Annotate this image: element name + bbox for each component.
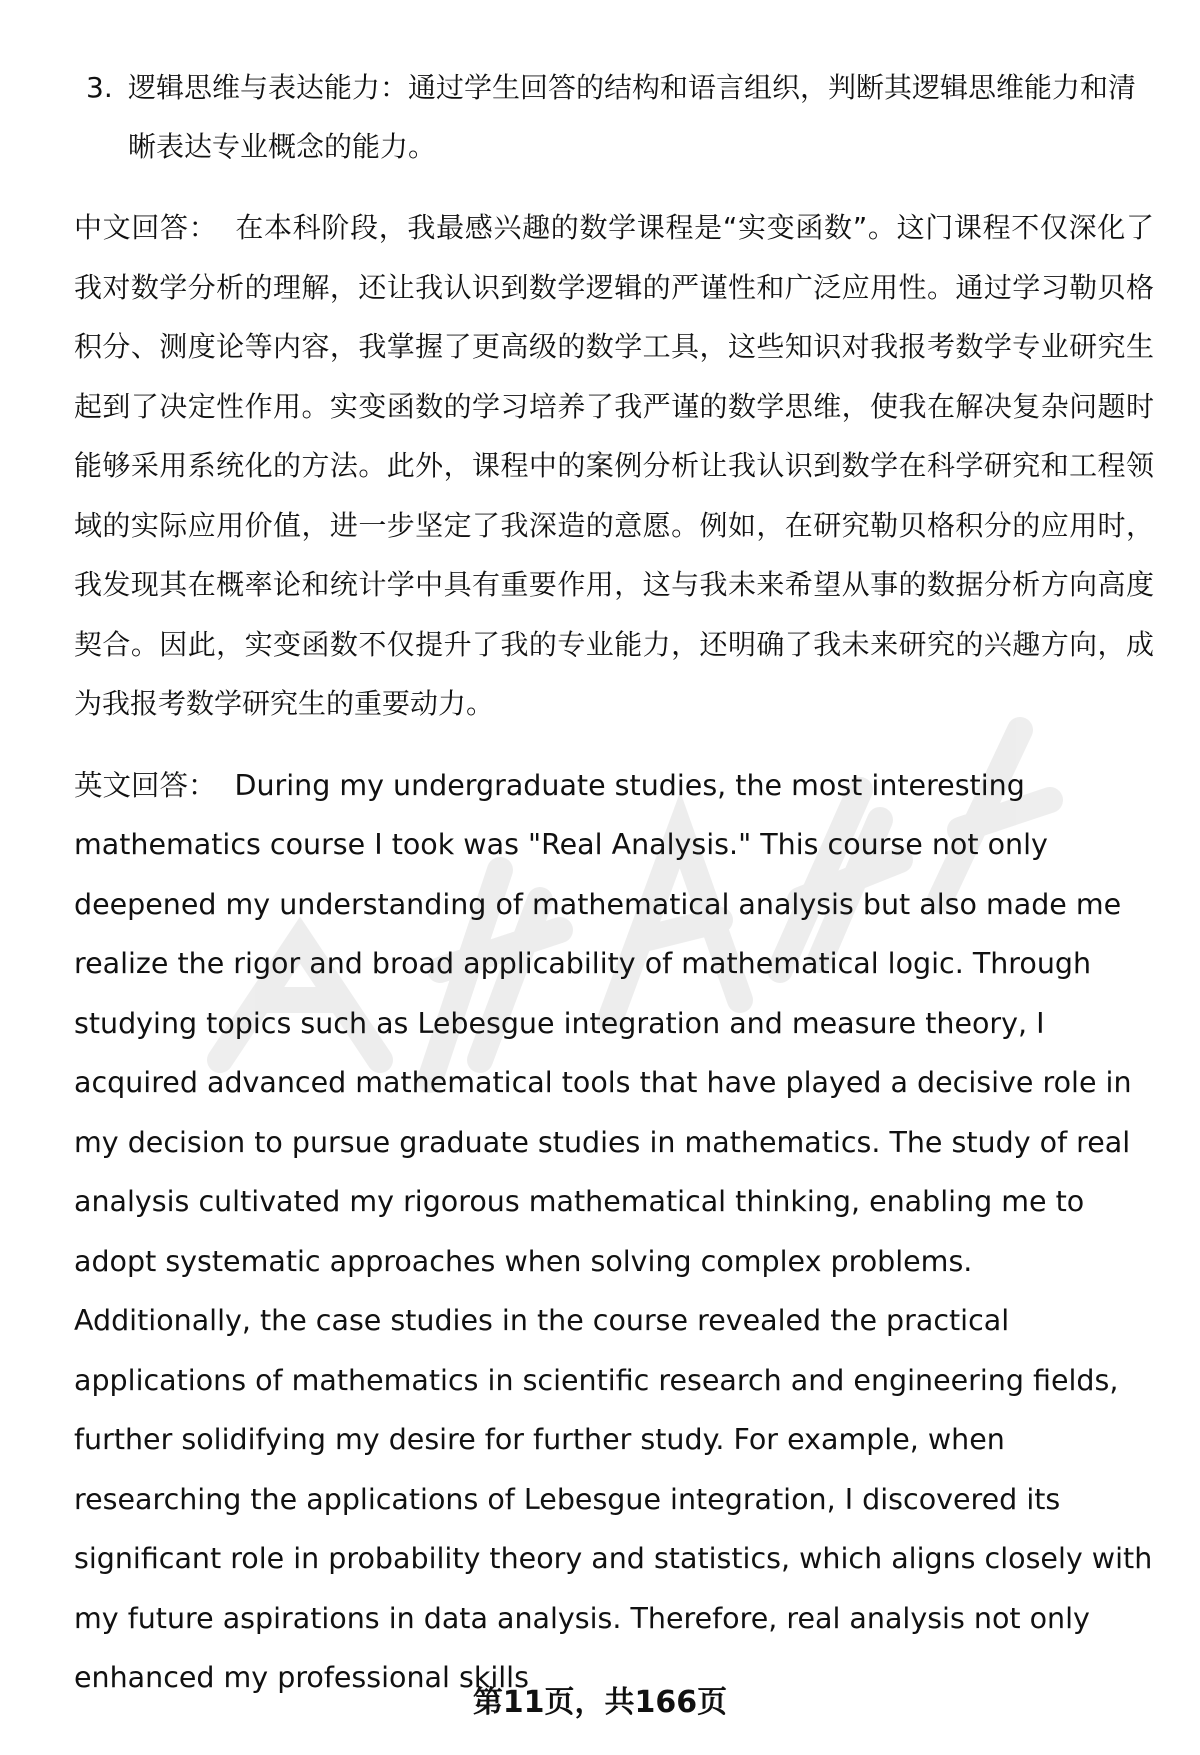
document-page <box>74 58 1154 1708</box>
page-footer: 第11页，共166页 <box>472 1685 728 1720</box>
list-number: 3. <box>86 71 113 104</box>
chinese-answer-label: 中文回答： <box>74 211 218 244</box>
english-answer-paragraph <box>74 756 1154 1708</box>
english-answer-label: 英文回答： <box>74 768 217 802</box>
chinese-answer-text: 在本科阶段，我最感兴趣的数学课程是“实变函数”。这门课程不仅深化了我对数学分析的理解，还让我认识到数学逻辑的严谨性和广泛应用性。通过学习勒贝格积分、测度论等内容，我掌握了更高级的数学工具，这些知识对我报考数学专业研究生起到了决定性作用。实变函数的学习培养了我严谨的数学思维，使我在解决复杂问题时能够采用系统化的方法。此外，课程中的案例分析让我认识到数学在科学研究和工程领域的实际应用价值，进一步坚定了我深造的意愿。例如，在研究勒贝格积分的应用时，我发现其在概率论和统计学中具有重要作用，这与我未来希望从事的数据分析方向高度契合。因此，实变函数不仅提升了我的专业能力，还明确了我未来研究的兴趣方向，成为我报考数学研究生的重要动力。 <box>74 211 1154 720</box>
english-answer-text: During my undergraduate studies, the most interesting mathematics course I took was "Real Analysis." This course not only deepened my understanding of mathematical analysis but also made me realize the rigor and broad applicability of mathematical logic. Through studying topics such as Lebesgue integration and measure theory, I acquired advanced mathematical tools that have played a decisive role in my decision to pursue graduate studies in mathematics. The study of real analysis cultivated my rigorous mathematical thinking, enabling me to adopt systematic approaches when solving complex problems. Additionally, the case studies in the course revealed the practical applications of mathematics in scientific research and engineering fields, further solidifying my desire for further study. For example, when researching the applications of Lebesgue integration, I discovered its significant role in probability theory and statistics, which aligns closely with my future aspirations in data analysis. Therefore, real analysis not only enhanced my professional skills <box>74 768 1153 1694</box>
criteria-list-item <box>74 58 1154 176</box>
list-item-text: 逻辑思维与表达能力：通过学生回答的结构和语言组织，判断其逻辑思维能力和清晰表达专业概念的能力。 <box>128 71 1137 163</box>
chinese-answer-paragraph <box>74 198 1154 734</box>
